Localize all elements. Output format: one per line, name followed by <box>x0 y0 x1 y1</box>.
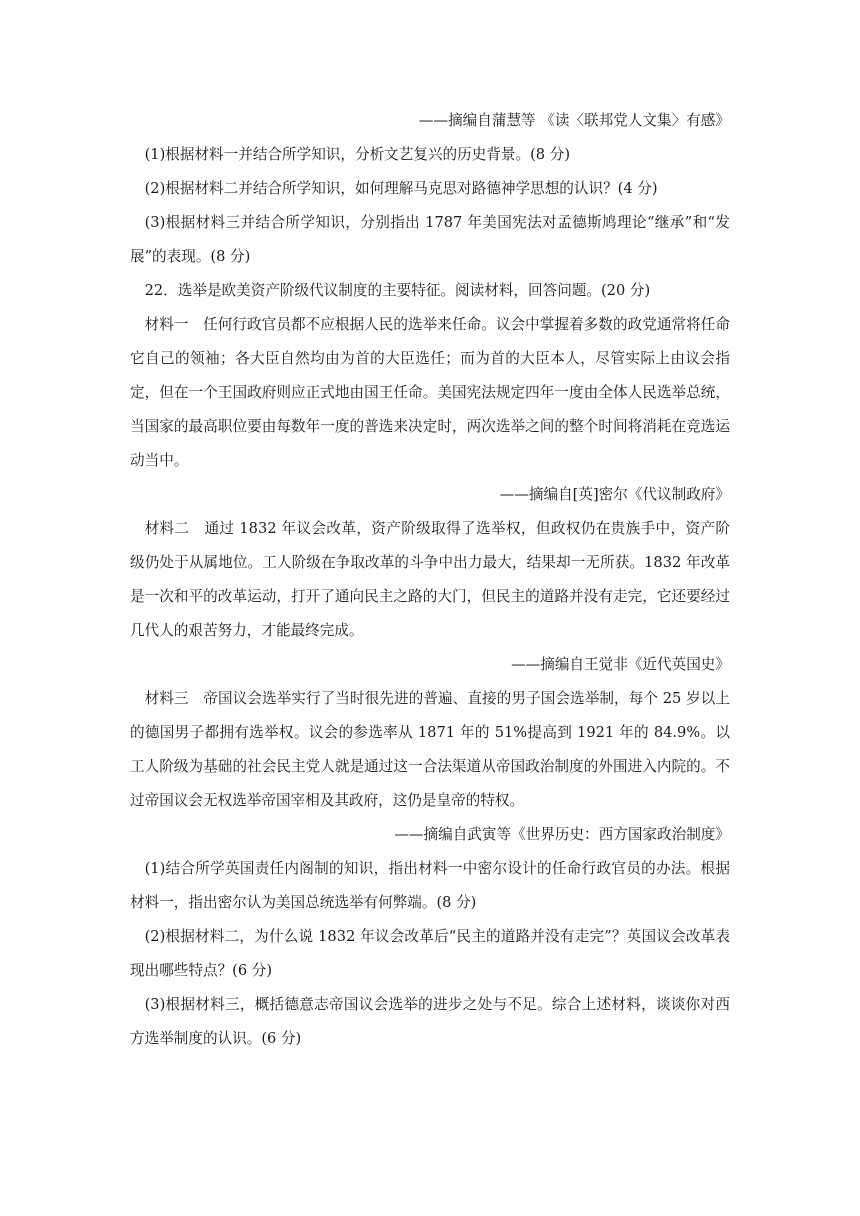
source-citation-3: ——摘编自武寅等《世界历史：西方国家政治制度》 <box>394 826 730 843</box>
source-citation-0: ——摘编自蒲慧等 《读〈联邦党人文集〉有感》 <box>418 112 730 129</box>
source-citation-1: ——摘编自[英]密尔《代议制政府》 <box>499 486 730 503</box>
question-21-2: (2)根据材料二并结合所学知识，如何理解马克思对路德神学思想的认识？(4 分) <box>144 180 658 197</box>
question-21-1: (1)根据材料一并结合所学知识，分析文艺复兴的历史背景。(8 分) <box>144 146 571 163</box>
material-1: 材料一 任何行政官员都不应根据人民的选举来任命。议会中掌握着多数的政党通常将任命它自己的领袖；各大臣自然均由为首的大臣选任；而为首的大臣本人，尽管实际上由议会指定，但在一个王国政府则应正式地由国王任命。美国宪法规定四年一度由全体人民选举总统，当国家的最高职位要由每数年一度的普选来决定时，两次选举之间的整个时间将消耗在竞选运动当中。 <box>130 316 730 469</box>
question-22-2: (2)根据材料二，为什么说 1832 年议会改革后“民主的道路并没有走完”？英国议会改革表现出哪些特点？(6 分) <box>130 928 730 979</box>
material-2: 材料二 通过 1832 年议会改革，资产阶级取得了选举权，但政权仍在贵族手中，资产阶级仍处于从属地位。工人阶级在争取改革的斗争中出力最大，结果却一无所获。1832 年改革是一次和平的改革运动，打开了通向民主之路的大门，但民主的道路并没有走完，它还要经过几代人的艰苦努力，才能最终完成。 <box>130 520 730 639</box>
question-22-3: (3)根据材料三，概括德意志帝国议会选举的进步之处与不足。综合上述材料，谈谈你对西方选举制度的认识。(6 分) <box>130 996 730 1047</box>
question-22-1: (1)结合所学英国责任内阁制的知识，指出材料一中密尔设计的任命行政官员的办法。根据材料一，指出密尔认为美国总统选举有何弊端。(8 分) <box>130 860 730 911</box>
material-3: 材料三 帝国议会选举实行了当时很先进的普遍、直接的男子国会选举制，每个 25 岁以上的德国男子都拥有选举权。议会的参选率从 1871 年的 51%提高到 1921 年的 84.9%。以工人阶级为基础的社会民主党人就是通过这一合法渠道从帝国政治制度的外围进入内院的。不过帝国议会无权选举帝国宰相及其政府，这仍是皇帝的特权。 <box>130 690 730 809</box>
source-citation-2: ——摘编自王觉非《近代英国史》 <box>511 656 730 673</box>
question-21-3: (3)根据材料三并结合所学知识，分别指出 1787 年美国宪法对孟德斯鸠理论“继承”和“发展”的表现。(8 分) <box>130 214 730 265</box>
question-22-title: 22．选举是欧美资产阶级代议制度的主要特征。阅读材料，回答问题。(20 分) <box>144 282 651 299</box>
